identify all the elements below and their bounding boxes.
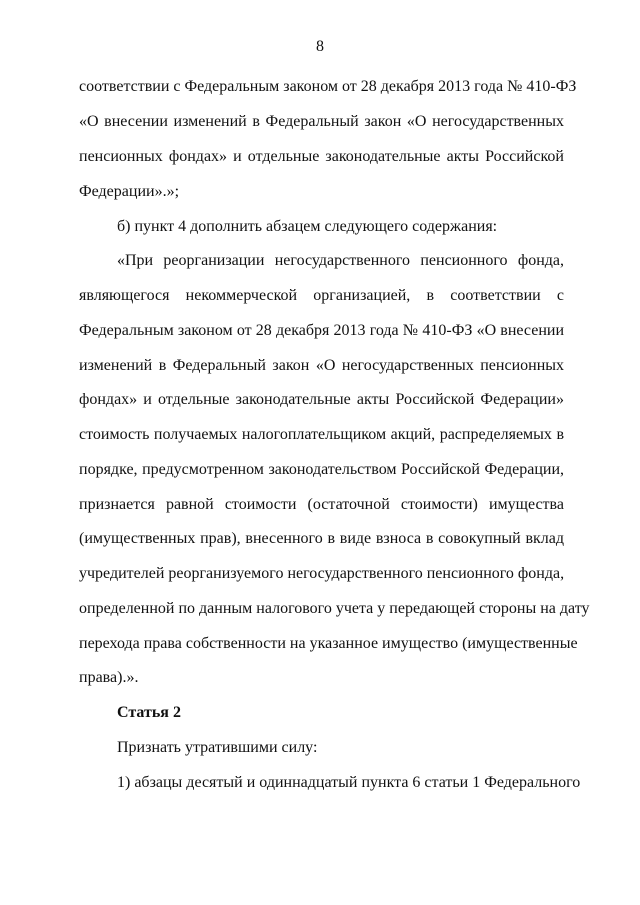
text-line: Федерации».»; bbox=[79, 183, 180, 200]
article-heading: Статья 2 bbox=[117, 704, 181, 721]
text-line: Признать утратившими силу: bbox=[117, 739, 318, 756]
text-line: «О внесении изменений в Федеральный закон «О негосударственных bbox=[79, 113, 564, 130]
text-line: «При реорганизации негосударственного пенсионного фонда, bbox=[117, 252, 564, 269]
text-line: порядке, предусмотренном законодательством Российской Федерации, bbox=[79, 461, 564, 478]
page-number: 8 bbox=[316, 38, 324, 55]
text-line: определенной по данным налогового учета у передающей стороны на дату bbox=[79, 600, 590, 617]
text-line: учредителей реорганизуемого негосударственного пенсионного фонда, bbox=[79, 565, 565, 582]
text-line: изменений в Федеральный закон «О негосударственных пенсионных bbox=[79, 357, 564, 374]
text-line: б) пункт 4 дополнить абзацем следующего содержания: bbox=[117, 218, 498, 235]
text-line: права).». bbox=[79, 669, 139, 686]
text-line: 1) абзацы десятый и одиннадцатый пункта 6 статьи 1 Федерального bbox=[117, 774, 581, 791]
text-line: Федеральным законом от 28 декабря 2013 года № 410-ФЗ «О внесении bbox=[79, 322, 564, 339]
text-line: соответствии с Федеральным законом от 28 декабря 2013 года № 410-ФЗ bbox=[79, 78, 577, 95]
text-line: (имущественных прав), внесенного в виде взноса в совокупный вклад bbox=[79, 530, 564, 547]
text-line: пенсионных фондах» и отдельные законодательные акты Российской bbox=[79, 148, 564, 165]
text-line: фондах» и отдельные законодательные акты Российской Федерации» bbox=[79, 391, 564, 408]
text-line: перехода права собственности на указанное имущество (имущественные bbox=[79, 635, 578, 652]
text-line: являющегося некоммерческой организацией, в соответствии с bbox=[79, 287, 564, 304]
text-line: стоимость получаемых налогоплательщиком акций, распределяемых в bbox=[79, 426, 564, 443]
text-line: признается равной стоимости (остаточной стоимости) имущества bbox=[79, 496, 564, 513]
